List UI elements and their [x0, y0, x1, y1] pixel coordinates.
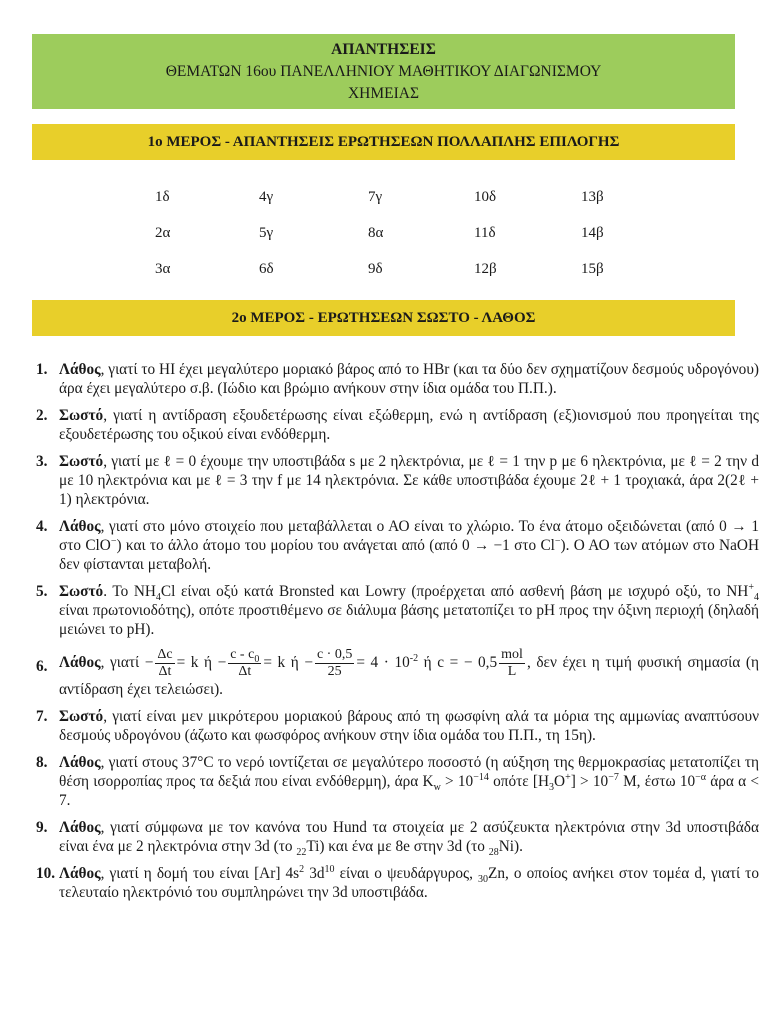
item-verdict: Λάθος [59, 754, 101, 771]
fraction-denominator: Δt [158, 664, 172, 679]
fraction-denominator: 25 [327, 664, 342, 679]
answer-cell: 10δ [474, 189, 497, 205]
item-text: 3d [304, 865, 325, 882]
list-item [36, 582, 759, 639]
item-text: Ni). [498, 838, 523, 855]
item-number: 6. [36, 658, 48, 675]
list-item [36, 647, 759, 699]
item-text: ή c = − 0,5 [418, 654, 498, 672]
item-text: M, έστω 10 [618, 773, 696, 790]
superscript: −α [695, 771, 707, 783]
answer-cell: 7γ [368, 189, 383, 205]
item-verdict: Λάθος [59, 819, 101, 836]
item-text: , γιατί με ℓ = 0 έχουμε την υποστιβάδα s με 2 ηλεκτρόνια, με ℓ = 1 την p με 6 ηλεκτρόνια, με ℓ = 2 την d με 10 ηλεκτρόνια και με ℓ = 3 την f με 14 ηλεκτρόνια. Σε κάθε υποστιβάδα έχουμε 2ℓ + 1 τροχιακά, άρα 2(2ℓ + 1) ηλεκτρόνια. [59, 453, 759, 508]
answer-cell: 12β [474, 261, 497, 277]
item-verdict: Λάθος [59, 361, 101, 378]
fraction-denominator: Δt [238, 664, 252, 679]
item-text: , δεν έχει η τιμή φυσική σημασία (η αντίδραση έχει τελειώσει). [59, 654, 759, 698]
answer-cell: 1δ [155, 189, 170, 205]
subscript: 22 [296, 847, 307, 859]
document-title-box [32, 34, 735, 109]
subscript: 3 [549, 782, 555, 794]
item-verdict: Σωστό [59, 708, 104, 725]
item-text: ) και το άλλο άτομο του μορίου του ανάγεται από (από 0 → −1 στο Cl [116, 537, 555, 554]
subscript: 30 [478, 874, 488, 886]
item-text: Ti) και ένα με 8e στην 3d (το [306, 838, 489, 855]
title-line-3: ΧΗΜΕΙΑΣ [347, 85, 419, 102]
title-line-1: ΑΠΑΝΤΗΣΕΙΣ [331, 41, 436, 58]
list-item [36, 753, 759, 810]
item-number: 10. [36, 865, 56, 882]
answer-cell: 15β [581, 261, 604, 277]
answer-cell: 13β [581, 189, 604, 205]
superscript: 2 [299, 863, 305, 875]
subscript: w [433, 782, 441, 794]
item-text: , γιατί είναι μεν μικρότερου μοριακού βάρους από τη φωσφίνη αλά τα μόρια της αμμωνίας αναπτύσουν δεσμούς υδρογόνου (άζωτο και φωσφόρος ανήκουν στην ίδια ομάδα του Π.Π., τη 15η). [59, 708, 759, 744]
item-text: = k ή − [176, 654, 227, 672]
item-text: είναι ο ψευδάργυρος, [334, 865, 478, 882]
subscript: 28 [488, 847, 499, 859]
item-verdict: Σωστό [59, 407, 104, 424]
item-text: O [554, 773, 566, 790]
section-heading-part1: 1ο ΜΕΡΟΣ - ΑΠΑΝΤΗΣΕΙΣ ΕΡΩΤΗΣΕΩΝ ΠΟΛΛΑΠΛΗΣ ΕΠΙΛΟΓΗΣ [32, 124, 735, 160]
item-text: ). Ο ΑΟ των ατόμων στο NaOH δεν φίστανται μεταβολή. [59, 537, 759, 573]
answer-cell: 3α [155, 261, 171, 277]
answer-cell: 4γ [259, 189, 274, 205]
item-number: 4. [36, 518, 48, 535]
item-verdict: Λάθος [59, 518, 101, 535]
fraction-numerator: mol [501, 647, 523, 662]
fraction-numerator-text: c - c [230, 647, 255, 662]
item-number: 2. [36, 407, 48, 424]
item-text: , γιατί η δομή του είναι [Ar] 4s [100, 865, 300, 882]
item-text: . Το NH [103, 583, 156, 600]
answer-cell: 8α [368, 225, 384, 241]
item-verdict: Σωστό [59, 583, 104, 600]
fraction [315, 647, 354, 680]
list-item [36, 452, 759, 509]
item-number: 3. [36, 453, 48, 470]
item-text: Cl είναι οξύ κατά Bronsted και Lowry (προέρχεται από ασθενή βάση με ισχυρό οξύ, το NH [160, 583, 749, 600]
item-number: 8. [36, 754, 48, 771]
fraction [228, 647, 261, 680]
item-text: , γιατί η αντίδραση εξουδετέρωσης είναι εξώθερμη, ενώ η αντίδραση (εξ)ιονισμού που προηγείται της εξουδετέρωσης του οξικού είναι ενδόθερμη. [59, 407, 759, 443]
section-heading-part2: 2ο ΜΕΡΟΣ - ΕΡΩΤΗΣΕΩΝ ΣΩΣΤΟ - ΛΑΘΟΣ [32, 300, 735, 336]
item-verdict: Σωστό [59, 453, 104, 470]
superscript: −7 [608, 771, 619, 783]
answer-cell: 14β [581, 225, 604, 241]
list-item [36, 864, 759, 902]
fraction-numerator [228, 647, 261, 664]
item-text: , γιατί − [100, 654, 154, 672]
superscript: −14 [473, 771, 489, 783]
item-text: Zn, ο οποίος ανήκει στον τομέα d, γιατί το τελευταίο ηλεκτρόνιό του συμπληρώνει την 3d υποστιβάδα. [59, 865, 759, 901]
item-number: 5. [36, 583, 48, 600]
subscript: 4 [155, 592, 161, 604]
superscript: 10 [324, 863, 335, 875]
item-text: άρα α < 7. [59, 773, 759, 809]
fraction [499, 647, 525, 680]
item-text: , γιατί στους 37°C το νερό ιοντίζεται σε μεγαλύτερο ποσοστό (η αύξηση της θερμοκρασίας μετατοπίζει τη θέση ισορροπίας προς τα δεξιά που είναι ενδόθερμη), άρα K [59, 754, 759, 790]
item-number: 9. [36, 819, 48, 836]
subscript: 4 [754, 592, 759, 604]
answer-cell: 6δ [259, 261, 274, 277]
fraction-numerator: c · 0,5 [316, 647, 353, 662]
fraction-numerator: Δc [157, 647, 173, 662]
list-item [36, 406, 759, 444]
superscript: − [110, 535, 117, 547]
answer-cell: 11δ [474, 225, 496, 241]
list-item [36, 517, 759, 574]
superscript: -2 [409, 652, 419, 664]
item-text: , γιατί το HI έχει μεγαλύτερο μοριακό βάρος από το HBr (και τα δύο δεν σχηματίζουν δεσμούς υδρογόνου) άρα έχει μεγαλύτερο σ.β. (Ιώδιο και βρώμιο ανήκουν στην ίδια ομάδα του Π.Π.). [59, 361, 759, 397]
item-number: 1. [36, 361, 48, 378]
item-text: ] > 10 [570, 773, 609, 790]
answer-cell: 9δ [368, 261, 383, 277]
answer-cell: 5γ [259, 225, 274, 241]
list-item [36, 818, 759, 859]
item-text: = k ή − [263, 654, 313, 672]
item-text: = 4 · 10 [356, 654, 410, 672]
superscript: + [565, 771, 571, 783]
fraction [155, 647, 174, 680]
fraction-denominator: L [507, 664, 517, 679]
item-text: > 10 [440, 773, 474, 790]
item-text: , γιατί στο μόνο στοιχείο που μεταβάλλεται ο ΑΟ είναι το χλώριο. Το ένα άτομο οξειδώνεται (από 0 → 1 στο ClO [59, 518, 759, 554]
superscript: + [748, 581, 754, 593]
answer-cell: 2α [155, 225, 171, 241]
superscript: − [554, 535, 561, 547]
title-line-2: ΘΕΜΑΤΩΝ 16ου ΠΑΝΕΛΛΗΝΙΟΥ ΜΑΘΗΤΙΚΟΥ ΔΙΑΓΩΝΙΣΜΟΥ [165, 63, 602, 80]
item-text: , γιατί σύμφωνα με τον κανόνα του Hund τα στοιχεία με 2 ασύζευκτα ηλεκτρόνια στην 3d υποστιβάδα είναι ένα με 2 ηλεκτρόνια στην 3d (το [59, 819, 759, 855]
item-text: οπότε [H [488, 773, 550, 790]
subscript: 0 [254, 653, 260, 665]
item-verdict: Λάθος [59, 654, 101, 672]
item-text: είναι πρωτονιοδότης), οπότε προστιθέμενο σε διάλυμα βάσης μετατοπίζει το pH προς την όξινη περιοχή (δηλαδή μειώνει το pH). [59, 602, 759, 638]
item-verdict: Λάθος [59, 865, 101, 882]
true-false-answers-list [36, 360, 759, 910]
list-item [36, 707, 759, 745]
list-item [36, 360, 759, 398]
item-number: 7. [36, 708, 48, 725]
